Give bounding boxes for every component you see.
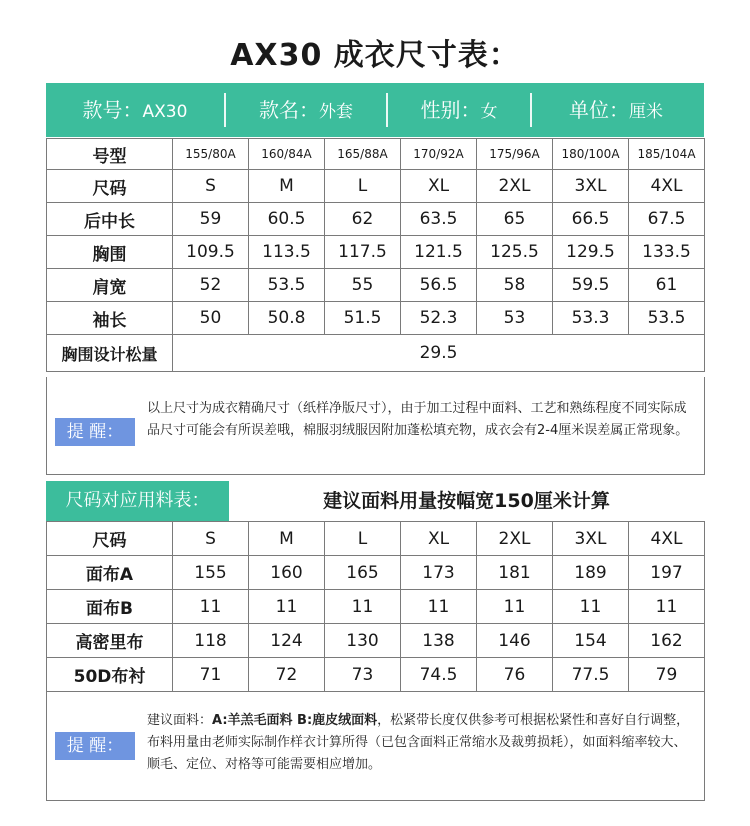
reminder-badge: 提 醒： bbox=[55, 732, 135, 760]
table-cell: 79 bbox=[629, 658, 705, 692]
table-cell: 58 bbox=[477, 269, 553, 302]
table-cell: 4XL bbox=[629, 170, 705, 203]
table-cell: 50.8 bbox=[249, 302, 325, 335]
fabric-section-header bbox=[46, 481, 704, 521]
table-cell: 52.3 bbox=[401, 302, 477, 335]
table-cell: 61 bbox=[629, 269, 705, 302]
table-cell: 62 bbox=[325, 203, 401, 236]
reminder-badge: 提 醒： bbox=[55, 418, 135, 446]
table-cell: 11 bbox=[173, 590, 249, 624]
gender-label: 性别： bbox=[420, 98, 481, 122]
table-cell: M bbox=[249, 170, 325, 203]
fabric-width-caption: 建议面料用量按幅宽150厘米计算 bbox=[323, 490, 610, 512]
unit-cell bbox=[532, 83, 700, 137]
table-cell: 117.5 bbox=[325, 236, 401, 269]
table-cell: 72 bbox=[249, 658, 325, 692]
table-cell: 11 bbox=[629, 590, 705, 624]
table-cell: 175/96A bbox=[477, 139, 553, 170]
table-cell: 162 bbox=[629, 624, 705, 658]
table-cell: 130 bbox=[325, 624, 401, 658]
table-cell: 181 bbox=[477, 556, 553, 590]
row-label: 号型 bbox=[47, 139, 173, 170]
page-title: AX30 成衣尺寸表： bbox=[230, 38, 520, 73]
table-row bbox=[47, 556, 705, 590]
table-cell: 173 bbox=[401, 556, 477, 590]
banner-divider bbox=[224, 93, 226, 127]
table-row bbox=[47, 302, 705, 335]
reminder-text bbox=[147, 710, 692, 776]
table-cell: 11 bbox=[325, 590, 401, 624]
table-cell: 118 bbox=[173, 624, 249, 658]
table-cell: 53.5 bbox=[629, 302, 705, 335]
row-label: 高密里布 bbox=[47, 624, 173, 658]
unit-label: 单位： bbox=[569, 98, 629, 122]
table-cell: 65 bbox=[477, 203, 553, 236]
info-banner bbox=[46, 83, 704, 137]
name-cell bbox=[226, 83, 386, 137]
table-cell: 155/80A bbox=[173, 139, 249, 170]
size-table bbox=[46, 138, 705, 372]
table-cell: 121.5 bbox=[401, 236, 477, 269]
table-row bbox=[47, 590, 705, 624]
row-label: 面布A bbox=[47, 556, 173, 590]
row-label: 袖长 bbox=[47, 302, 173, 335]
table-cell: 73 bbox=[325, 658, 401, 692]
table-cell: 50 bbox=[173, 302, 249, 335]
table-cell: 124 bbox=[249, 624, 325, 658]
banner-divider bbox=[530, 93, 532, 127]
name-value: 外套 bbox=[319, 102, 353, 122]
row-label: 后中长 bbox=[47, 203, 173, 236]
table-cell: 77.5 bbox=[553, 658, 629, 692]
table-cell: M bbox=[249, 522, 325, 556]
note-box-1 bbox=[46, 377, 705, 475]
table-cell: 59.5 bbox=[553, 269, 629, 302]
table-cell: 189 bbox=[553, 556, 629, 590]
table-cell: 197 bbox=[629, 556, 705, 590]
table-cell: 160 bbox=[249, 556, 325, 590]
table-cell: 2XL bbox=[477, 170, 553, 203]
table-cell: 165/88A bbox=[325, 139, 401, 170]
table-cell: 146 bbox=[477, 624, 553, 658]
reminder-text: 以上尺寸为成衣精确尺寸（纸样净版尺寸），由于加工过程中面料、工艺和熟练程度不同实际成品尺寸可能会有所误差哦，棉服羽绒服因附加蓬松填充物，成衣会有2-4厘米误差属正常现象。 bbox=[147, 401, 689, 438]
table-cell: 11 bbox=[553, 590, 629, 624]
table-cell: S bbox=[173, 170, 249, 203]
table-cell: 67.5 bbox=[629, 203, 705, 236]
table-cell: 113.5 bbox=[249, 236, 325, 269]
table-cell: S bbox=[173, 522, 249, 556]
table-cell: XL bbox=[401, 170, 477, 203]
table-cell: 133.5 bbox=[629, 236, 705, 269]
style-no-label: 款号： bbox=[82, 98, 143, 122]
table-row bbox=[47, 335, 705, 372]
table-cell: 155 bbox=[173, 556, 249, 590]
table-cell: 52 bbox=[173, 269, 249, 302]
table-cell: 185/104A bbox=[629, 139, 705, 170]
table-cell: 56.5 bbox=[401, 269, 477, 302]
gender-cell bbox=[388, 83, 530, 137]
table-cell: 2XL bbox=[477, 522, 553, 556]
fabric-table bbox=[46, 521, 705, 692]
table-cell: 125.5 bbox=[477, 236, 553, 269]
style-no-cell bbox=[46, 83, 224, 137]
table-cell: 3XL bbox=[553, 522, 629, 556]
fabric-suggestion-prefix: 建议面料： bbox=[147, 713, 213, 728]
table-row bbox=[47, 170, 705, 203]
table-cell: 51.5 bbox=[325, 302, 401, 335]
table-cell: 63.5 bbox=[401, 203, 477, 236]
table-cell: 66.5 bbox=[553, 203, 629, 236]
table-row bbox=[47, 624, 705, 658]
ease-label: 胸围设计松量 bbox=[47, 335, 173, 372]
fabric-table-tab: 尺码对应用料表： bbox=[46, 481, 229, 521]
fabric-suggestion-types: A:羊羔毛面料 B:鹿皮绒面料 bbox=[212, 713, 378, 728]
table-cell: 11 bbox=[401, 590, 477, 624]
table-cell: L bbox=[325, 170, 401, 203]
table-row bbox=[47, 522, 705, 556]
row-label: 尺码 bbox=[47, 170, 173, 203]
ease-value: 29.5 bbox=[173, 335, 705, 372]
table-cell: 165 bbox=[325, 556, 401, 590]
table-cell: 53.3 bbox=[553, 302, 629, 335]
table-cell: 4XL bbox=[629, 522, 705, 556]
table-cell: 109.5 bbox=[173, 236, 249, 269]
note-box-2 bbox=[46, 692, 705, 801]
table-cell: 170/92A bbox=[401, 139, 477, 170]
table-cell: 53.5 bbox=[249, 269, 325, 302]
table-cell: 53 bbox=[477, 302, 553, 335]
table-cell: 11 bbox=[477, 590, 553, 624]
table-cell: 59 bbox=[173, 203, 249, 236]
table-cell: 3XL bbox=[553, 170, 629, 203]
table-cell: 138 bbox=[401, 624, 477, 658]
table-cell: 129.5 bbox=[553, 236, 629, 269]
row-label: 胸围 bbox=[47, 236, 173, 269]
row-label: 肩宽 bbox=[47, 269, 173, 302]
table-cell: L bbox=[325, 522, 401, 556]
name-label: 款名： bbox=[259, 98, 319, 122]
row-label: 尺码 bbox=[47, 522, 173, 556]
table-cell: 76 bbox=[477, 658, 553, 692]
table-cell: XL bbox=[401, 522, 477, 556]
table-row bbox=[47, 269, 705, 302]
banner-divider bbox=[386, 93, 388, 127]
style-no-value: AX30 bbox=[142, 102, 188, 122]
row-label: 面布B bbox=[47, 590, 173, 624]
table-cell: 154 bbox=[553, 624, 629, 658]
table-cell: 71 bbox=[173, 658, 249, 692]
fabric-suggestion-text: ，松紧带长度仅供参考可根据松紧性和喜好自行调整，布料用量由老师实际制作样衣计算所得（已包含面料正常缩水及裁剪损耗），如面料缩率较大、顺毛、定位、对格等可能需要相应增加。 bbox=[147, 713, 690, 772]
table-cell: 160/84A bbox=[249, 139, 325, 170]
table-cell: 55 bbox=[325, 269, 401, 302]
gender-value: 女 bbox=[480, 102, 498, 122]
table-row bbox=[47, 139, 705, 170]
row-label: 50D布衬 bbox=[47, 658, 173, 692]
table-row bbox=[47, 658, 705, 692]
table-row bbox=[47, 236, 705, 269]
table-cell: 60.5 bbox=[249, 203, 325, 236]
table-cell: 11 bbox=[249, 590, 325, 624]
unit-value: 厘米 bbox=[629, 102, 663, 122]
table-cell: 74.5 bbox=[401, 658, 477, 692]
table-cell: 180/100A bbox=[553, 139, 629, 170]
table-row bbox=[47, 203, 705, 236]
